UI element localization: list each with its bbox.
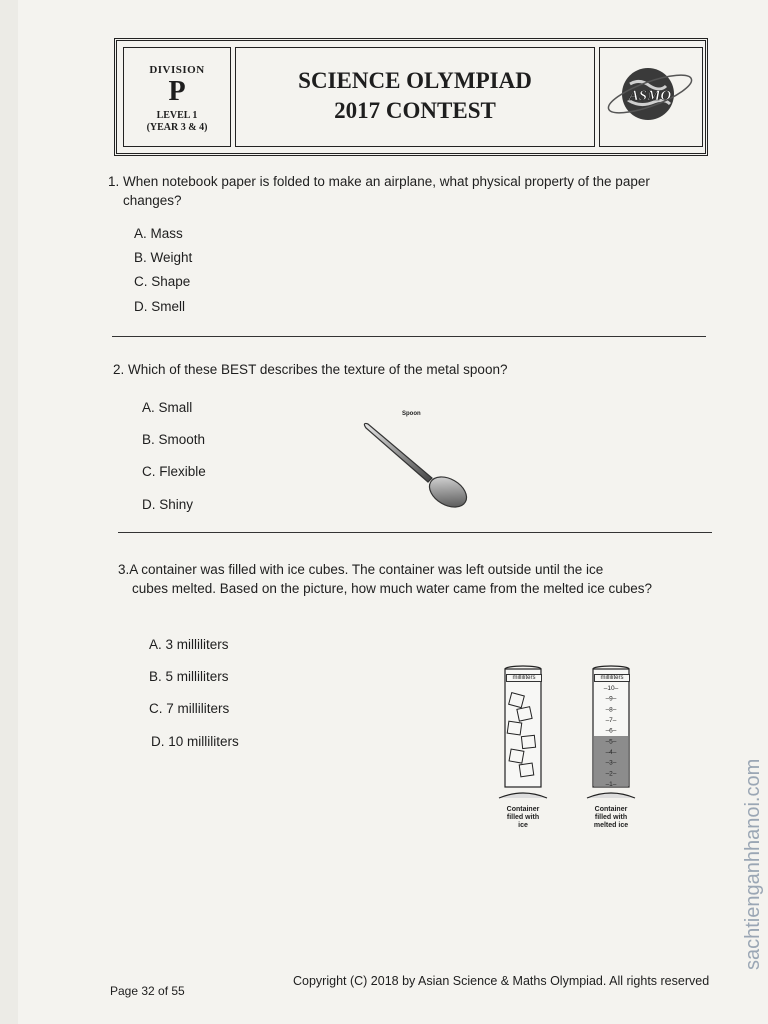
division-label: DIVISION [149, 64, 205, 76]
scale-tick-label: –3– [605, 759, 617, 767]
title-line-1: SCIENCE OLYMPIAD [298, 68, 532, 93]
question-1-line-2: changes? [123, 193, 182, 208]
scale-tick-label: –9– [605, 695, 617, 703]
scale-tick-label: –6– [605, 727, 617, 735]
spoon-figure [360, 418, 475, 513]
scale-tick-label: –10– [603, 685, 619, 692]
title-line-2: 2017 CONTEST [334, 98, 496, 123]
water-caption [584, 806, 638, 830]
scale-tick-label: –4– [605, 749, 617, 756]
division-letter: P [168, 76, 186, 107]
ice-cylinder [496, 664, 550, 804]
ice-caption-line-3: ice [518, 822, 528, 829]
scale-tick-label: –2– [605, 770, 617, 778]
question-3-stem [118, 560, 652, 598]
question-1-option-b[interactable]: B. Weight [134, 250, 193, 265]
copyright-notice: Copyright (C) 2018 by Asian Science & Maths Olympiad. All rights reserved [293, 974, 710, 988]
logo-box [599, 47, 703, 147]
question-3-option-a[interactable]: A. 3 milliliters [149, 637, 229, 652]
question-1-option-a[interactable]: A. Mass [134, 226, 183, 241]
scale-tick-label: –1– [605, 781, 617, 788]
division-box [123, 47, 231, 147]
page-number: Page 32 of 55 [110, 984, 185, 998]
water-caption-line-2: filled with [594, 814, 628, 821]
question-2-option-a[interactable]: A. Small [142, 400, 193, 415]
level-label: LEVEL 1 [156, 110, 198, 121]
ice-caption-line-2: filled with [506, 814, 540, 821]
contest-header [114, 38, 708, 156]
question-1-option-c[interactable]: C. Shape [134, 274, 191, 289]
scale-tick-label: –7– [605, 717, 617, 724]
scale-tick-label: –5– [605, 738, 617, 746]
question-2-stem [113, 360, 507, 379]
question-3-line-1: 3.A container was filled with ice cubes. The container was left outside until the ice [118, 562, 604, 577]
logo-text: ASMO [628, 88, 672, 104]
scale-tick-label: –8– [605, 706, 617, 714]
water-caption-line-1: Container [594, 806, 628, 813]
title-box [235, 47, 595, 147]
question-3-option-d[interactable]: D. 10 milliliters [151, 734, 239, 749]
question-3-option-c[interactable]: C. 7 milliliters [149, 701, 230, 716]
question-1-option-d[interactable]: D. Smell [134, 299, 186, 314]
year-label: (YEAR 3 & 4) [146, 122, 208, 133]
question-2-line-1: 2. Which of these BEST describes the texture of the metal spoon? [113, 362, 508, 377]
water-cylinder [584, 664, 638, 804]
water-caption-line-3: melted ice [593, 822, 629, 829]
question-1-line-1: 1. When notebook paper is folded to make an airplane, what physical property of the paper [108, 174, 650, 189]
question-1-stem [108, 172, 650, 210]
asmo-globe-logo [600, 48, 700, 144]
divider-1 [112, 336, 706, 337]
question-2-option-c[interactable]: C. Flexible [142, 464, 206, 479]
spoon-label: Spoon [402, 411, 421, 417]
ice-caption [496, 806, 550, 830]
ice-caption-line-1: Container [506, 806, 540, 813]
ice-scale-label: milliliters [506, 674, 542, 682]
question-3-line-2: cubes melted. Based on the picture, how much water came from the melted ice cubes? [132, 581, 653, 596]
question-3-option-b[interactable]: B. 5 milliliters [149, 669, 229, 684]
watermark-text: sachtienganhhanoi.com [742, 758, 764, 970]
divider-2 [118, 532, 712, 533]
question-2-option-b[interactable]: B. Smooth [142, 432, 206, 447]
water-scale-label: milliliters [594, 674, 630, 682]
question-2-option-d[interactable]: D. Shiny [142, 497, 194, 512]
